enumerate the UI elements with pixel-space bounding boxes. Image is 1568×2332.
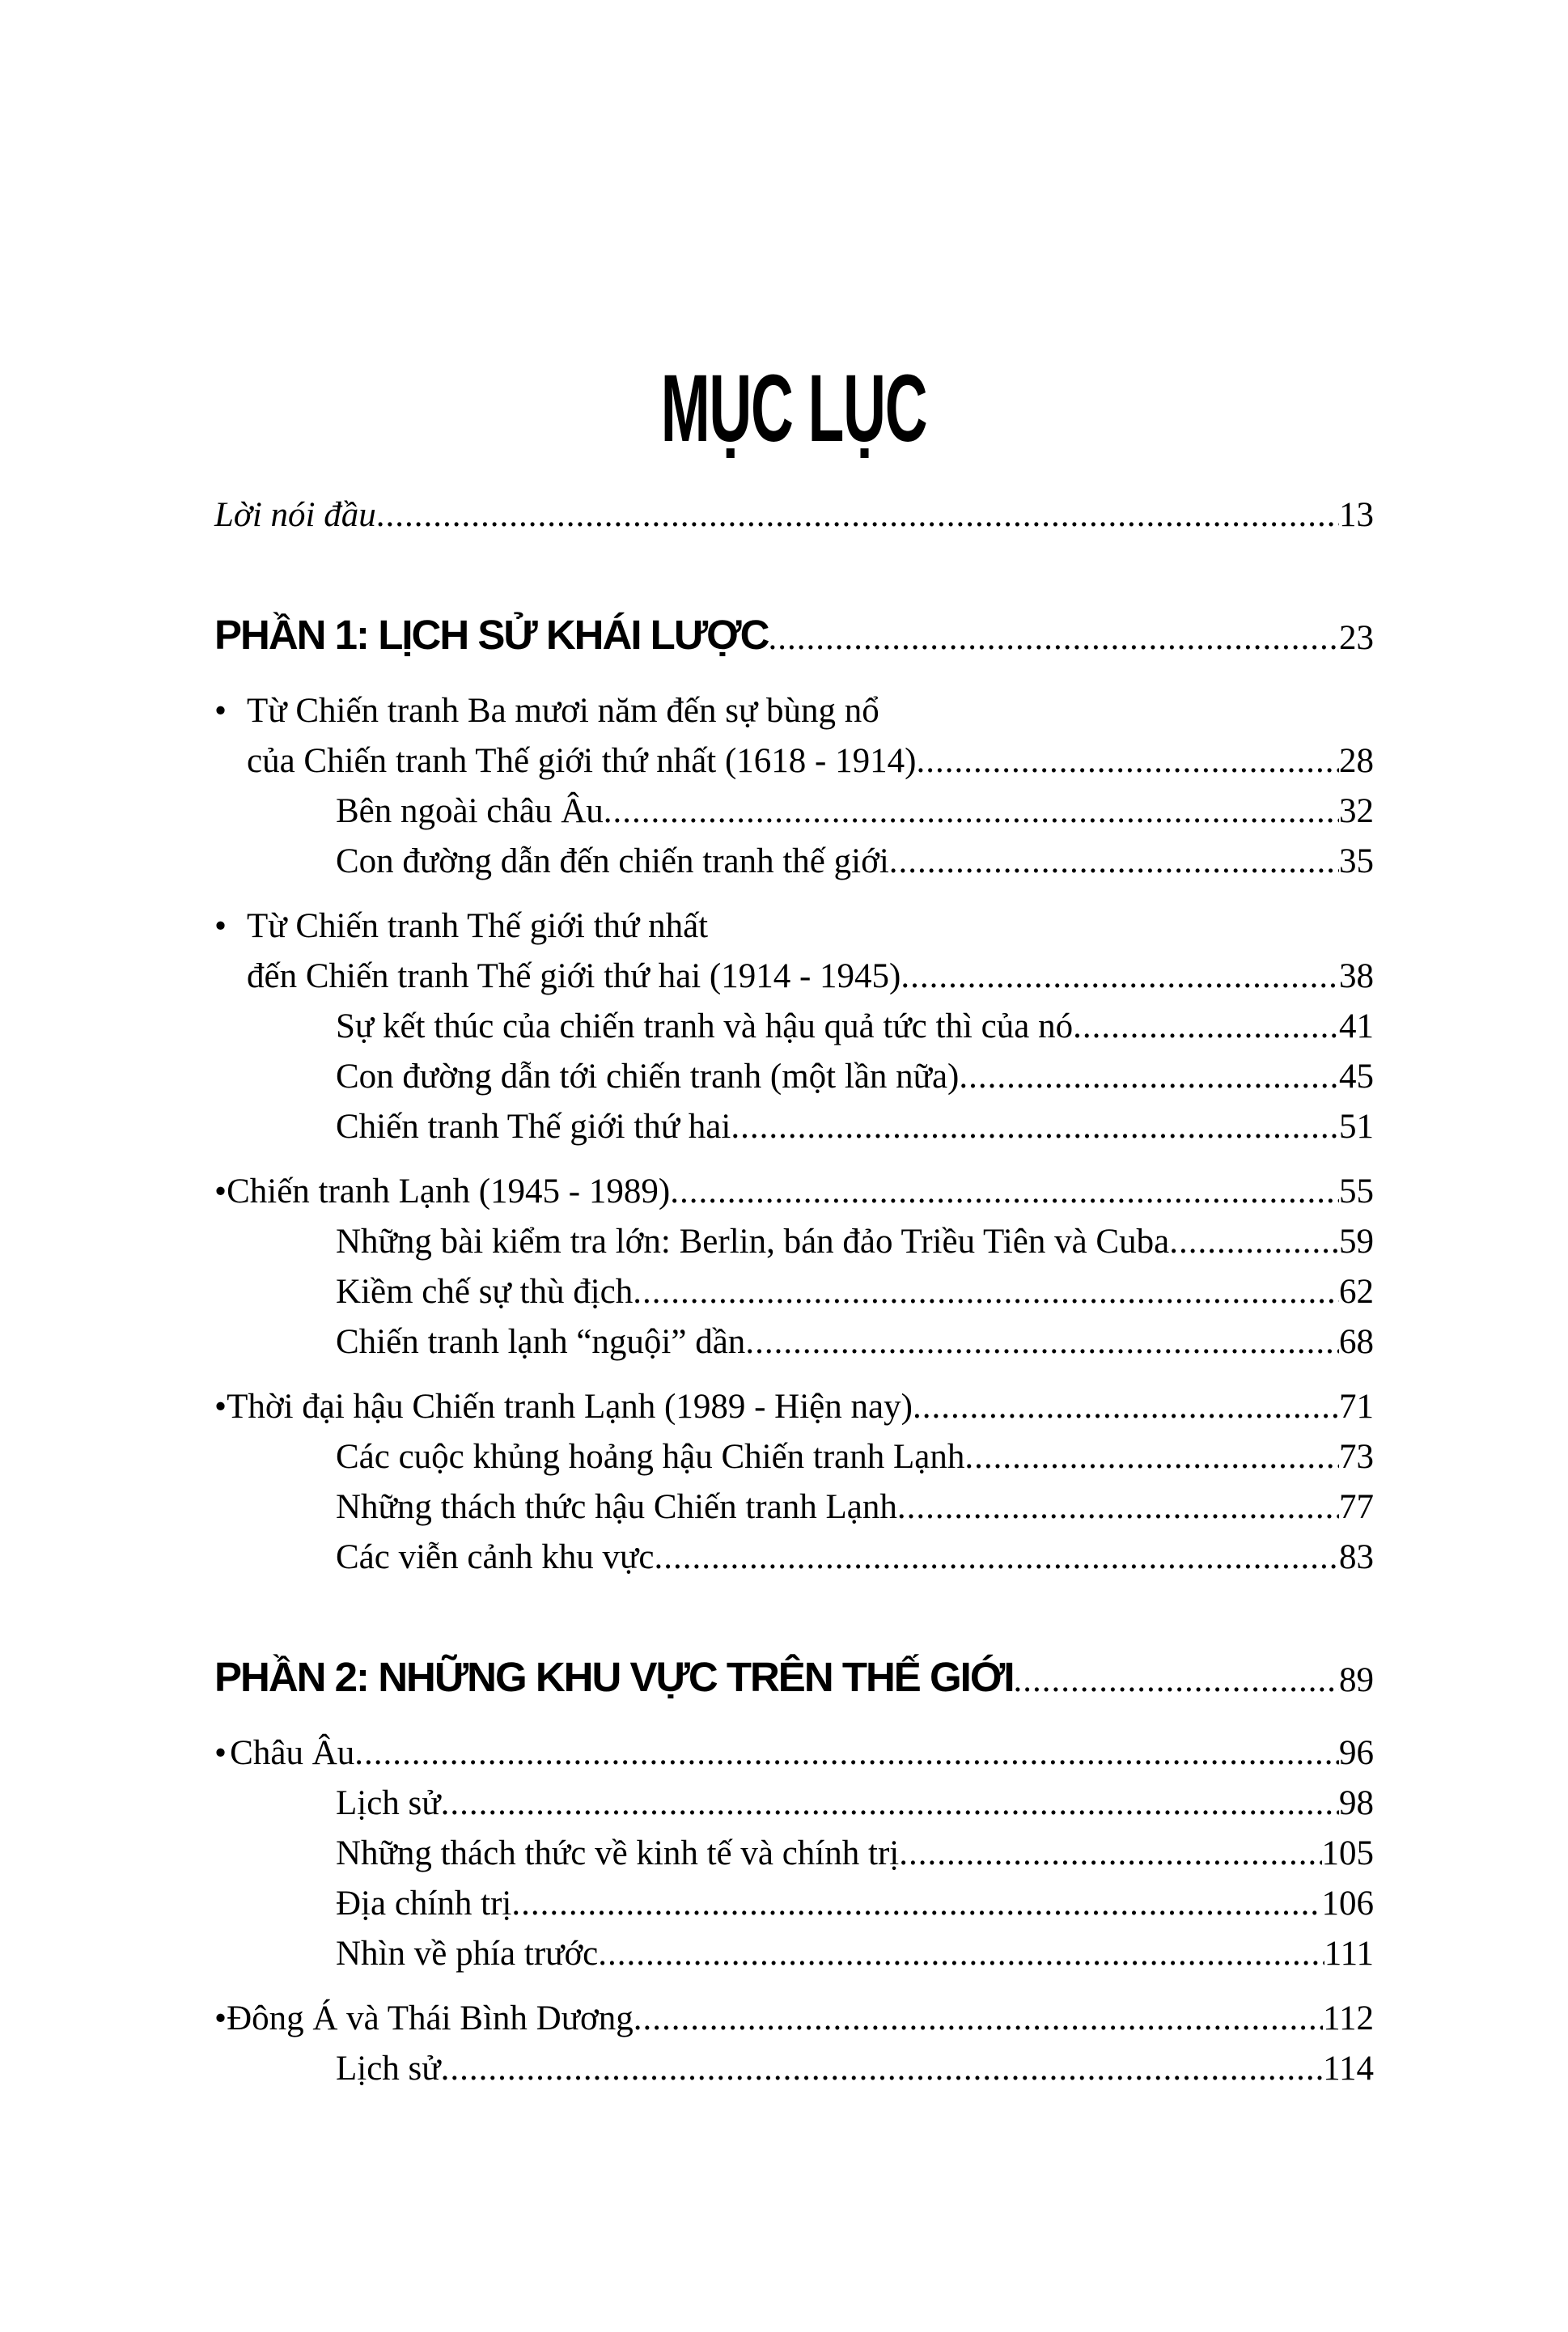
entry-label: Từ Chiến tranh Thế giới thứ nhất — [247, 907, 709, 945]
entry-label: Chiến tranh Lạnh (1945 - 1989) — [227, 1172, 671, 1211]
dot-leader — [768, 610, 1339, 667]
entry-label: Những thách thức về kinh tế và chính trị — [336, 1834, 900, 1872]
toc-entry-section — [214, 1317, 1374, 1367]
dot-leader — [441, 2044, 1324, 2094]
toc-entry-section — [214, 1217, 1374, 1267]
bullet-icon: • — [214, 692, 227, 730]
entry-page-number: 111 — [1324, 1935, 1374, 1973]
dot-leader — [633, 1267, 1339, 1317]
entry-label: Những thách thức hậu Chiến tranh Lạnh — [336, 1488, 897, 1526]
entry-label: Những bài kiểm tra lớn: Berlin, bán đảo Triều Tiên và Cuba — [336, 1223, 1170, 1261]
entry-page-number: 28 — [1339, 742, 1374, 780]
entry-label: PHẦN 1: LỊCH SỬ KHÁI LƯỢC — [214, 612, 769, 658]
entry-label: Đông Á và Thái Bình Dương — [227, 1999, 634, 2037]
dot-leader — [913, 1382, 1339, 1432]
entry-page-number: 59 — [1339, 1223, 1374, 1261]
entry-page-number: 71 — [1339, 1388, 1374, 1426]
entry-line-2 — [214, 736, 1374, 787]
entry-label: Lịch sử — [336, 1784, 441, 1822]
entry-label: Các cuộc khủng hoảng hậu Chiến tranh Lạnh — [336, 1438, 965, 1476]
entry-line-1 — [214, 686, 1374, 736]
dot-leader — [964, 1432, 1339, 1482]
entry-label-continuation: của Chiến tranh Thế giới thứ nhất (1618 - 1914) — [247, 742, 917, 780]
entry-page-number: 41 — [1339, 1007, 1374, 1045]
toc-entry-section — [214, 1879, 1374, 1929]
dot-leader — [1073, 1002, 1339, 1052]
toc-entry-section — [214, 837, 1374, 887]
entry-page-number: 96 — [1339, 1734, 1374, 1772]
bullet-icon: • — [214, 1172, 227, 1211]
dot-leader — [959, 1052, 1339, 1102]
entry-label: Châu Âu — [230, 1734, 355, 1772]
toc-list — [214, 490, 1374, 2094]
bullet-icon: • — [214, 1388, 227, 1426]
toc-entry-section — [214, 1533, 1374, 1583]
entry-label: Nhìn về phía trước — [336, 1935, 599, 1973]
toc-entry-chapter — [214, 1167, 1374, 1217]
dot-leader — [441, 1779, 1339, 1829]
entry-page-number: 32 — [1339, 792, 1374, 830]
dot-leader — [1169, 1217, 1339, 1267]
toc-entry-section — [214, 2044, 1374, 2094]
dot-leader — [916, 736, 1339, 787]
entry-page-number: 13 — [1339, 496, 1374, 534]
toc-entry-section — [214, 1052, 1374, 1102]
entry-label: Kiềm chế sự thù địch — [336, 1273, 634, 1311]
entry-page-number: 23 — [1339, 619, 1374, 657]
dot-leader — [604, 787, 1339, 837]
toc-entry-section — [214, 1829, 1374, 1879]
entry-label: Lịch sử — [336, 2050, 441, 2088]
dot-leader — [889, 837, 1339, 887]
toc-entry-chapter — [214, 1994, 1374, 2044]
dot-leader — [901, 952, 1339, 1002]
toc-entry-chapter-twoline — [214, 686, 1374, 787]
entry-page-number: 68 — [1339, 1323, 1374, 1361]
entry-label: Chiến tranh lạnh “nguội” dần — [336, 1323, 746, 1361]
dot-leader — [1014, 1652, 1339, 1709]
toc-entry-section — [214, 1002, 1374, 1052]
entry-page-number: 89 — [1339, 1661, 1374, 1699]
entry-page-number: 77 — [1339, 1488, 1374, 1526]
entry-label: Chiến tranh Thế giới thứ hai — [336, 1108, 731, 1146]
toc-entry-section — [214, 1929, 1374, 1979]
entry-page-number: 62 — [1339, 1273, 1374, 1311]
entry-label: Các viễn cảnh khu vực — [336, 1538, 655, 1576]
entry-page-number: 83 — [1339, 1538, 1374, 1576]
bullet-icon: • — [214, 907, 227, 945]
page-title-text: MỤC LỤC — [661, 355, 927, 462]
entry-page-number: 35 — [1339, 842, 1374, 880]
dot-leader — [354, 1728, 1339, 1779]
entry-page-number: 45 — [1339, 1058, 1374, 1096]
bullet-icon: • — [214, 1734, 227, 1772]
entry-page-number: 38 — [1339, 957, 1374, 995]
entry-label-continuation: đến Chiến tranh Thế giới thứ hai (1914 - 1945) — [247, 957, 901, 995]
entry-label: Thời đại hậu Chiến tranh Lạnh (1989 - Hiện nay) — [227, 1388, 913, 1426]
entry-page-number: 112 — [1323, 1999, 1374, 2037]
entry-label: Từ Chiến tranh Ba mươi năm đến sự bùng nổ — [247, 692, 879, 730]
bullet-icon: • — [214, 1999, 227, 2037]
toc-entry-section — [214, 1102, 1374, 1152]
dot-leader — [634, 1994, 1323, 2044]
entry-page-number: 51 — [1339, 1108, 1374, 1146]
toc-entry-part — [214, 1649, 1374, 1709]
entry-label: Con đường dẫn tới chiến tranh (một lần nữa) — [336, 1058, 960, 1096]
entry-page-number: 114 — [1323, 2050, 1374, 2088]
entry-line-1 — [214, 901, 1374, 952]
entry-label: Lời nói đầu — [214, 496, 376, 534]
entry-label: Con đường dẫn đến chiến tranh thế giới — [336, 842, 889, 880]
entry-label: Bên ngoài châu Âu — [336, 792, 604, 830]
entry-label: Sự kết thúc của chiến tranh và hậu quả tức thì của nó — [336, 1007, 1074, 1045]
dot-leader — [511, 1879, 1321, 1929]
dot-leader — [899, 1829, 1321, 1879]
toc-entry-part — [214, 607, 1374, 667]
dot-leader — [731, 1102, 1339, 1152]
toc-entry-section — [214, 787, 1374, 837]
toc-entry-section — [214, 1267, 1374, 1317]
dot-leader — [670, 1167, 1339, 1217]
entry-page-number: 55 — [1339, 1172, 1374, 1211]
dot-leader — [598, 1929, 1324, 1979]
toc-entry-preface — [214, 490, 1374, 541]
toc-entry-section — [214, 1482, 1374, 1533]
entry-page-number: 106 — [1321, 1885, 1374, 1923]
entry-label: Địa chính trị — [336, 1885, 512, 1923]
entry-label: PHẦN 2: NHỮNG KHU VỰC TRÊN THẾ GIỚI — [214, 1654, 1014, 1700]
dot-leader — [745, 1317, 1339, 1367]
toc-entry-section — [214, 1432, 1374, 1482]
entry-line-2 — [214, 952, 1374, 1002]
page-title — [214, 356, 1374, 461]
dot-leader — [376, 490, 1339, 541]
toc-entry-chapter-twoline — [214, 901, 1374, 1002]
toc-entry-chapter — [214, 1728, 1374, 1779]
toc-entry-chapter — [214, 1382, 1374, 1432]
dot-leader — [654, 1533, 1339, 1583]
toc-content — [214, 356, 1374, 2094]
entry-page-number: 98 — [1339, 1784, 1374, 1822]
dot-leader — [897, 1482, 1339, 1533]
entry-page-number: 105 — [1321, 1834, 1374, 1872]
toc-entry-section — [214, 1779, 1374, 1829]
entry-page-number: 73 — [1339, 1438, 1374, 1476]
